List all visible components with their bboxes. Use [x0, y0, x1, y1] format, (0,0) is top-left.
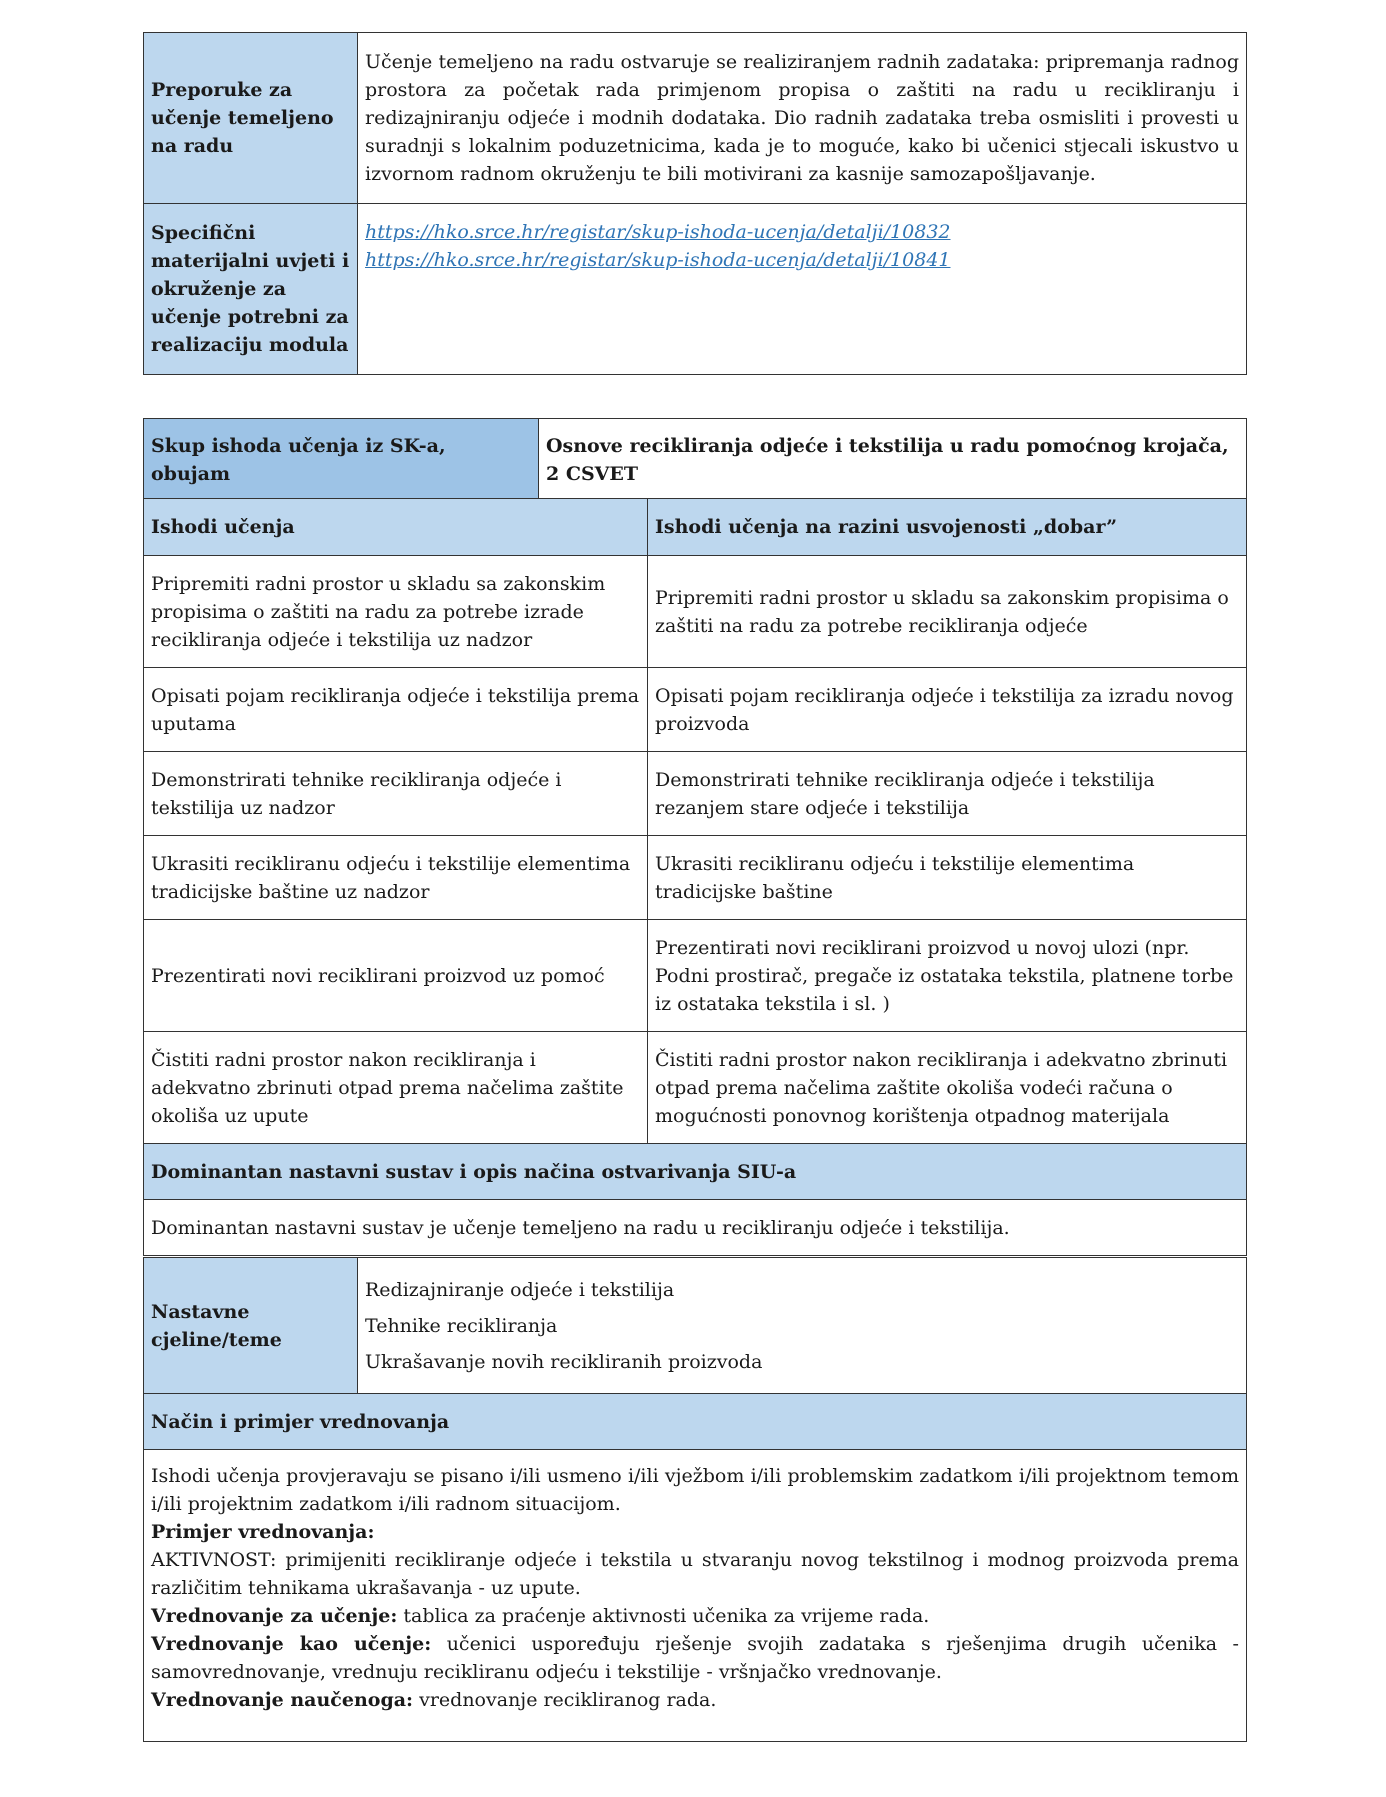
for-learning-label: Vrednovanje za učenje: [151, 1605, 398, 1627]
dominant-label: Dominantan nastavni sustav i opis načina ostvarivanja SIU-a [144, 1144, 1247, 1200]
siu-table [143, 418, 1247, 501]
register-link-10841[interactable]: https://hko.srce.hr/registar/skup-ishoda-ucenja/detalji/10841 [365, 249, 951, 271]
outcome-good: Čistiti radni prostor nakon recikliranja i adekvatno zbrinuti otpad prema načelima zaštite okoliša vodeći računa o mogućnosti ponovnog korištenja otpadnog materijala [648, 1032, 1247, 1144]
outcome: Demonstrirati tehnike recikliranja odjeće i tekstilija uz nadzor [144, 752, 648, 836]
outcome: Prezentirati novi reciklirani proizvod uz pomoć [144, 920, 648, 1032]
as-learning-text: učenici uspoređuju rješenje svojih zadataka s rješenjima drugih učenika - samovrednovanje, vrednuju recikliranu odjeću i tekstilije - vršnjačko vrednovanje. [151, 1633, 1239, 1683]
work-based-learning-table [143, 32, 1247, 375]
register-link-10832[interactable]: https://hko.srce.hr/registar/skup-ishoda-ucenja/detalji/10832 [365, 221, 951, 243]
topics-list [358, 1258, 1247, 1394]
outcome-row [144, 556, 1247, 668]
outcome-row [144, 1032, 1247, 1144]
outcome: Čistiti radni prostor nakon recikliranja i adekvatno zbrinuti otpad prema načelima zaštite okoliša uz upute [144, 1032, 648, 1144]
of-learning-text: vrednovanje recikliranog rada. [413, 1689, 717, 1711]
evaluation-example-label: Primjer vrednovanja: [151, 1521, 375, 1543]
as-learning-label: Vrednovanje kao učenje: [151, 1633, 432, 1655]
topic-item: Ukrašavanje novih recikliranih proizvoda [365, 1350, 763, 1373]
siu-label: Skup ishoda učenja iz SK-a, obujam [144, 419, 539, 501]
work-based-label: Preporuke za učenje temeljeno na radu [144, 33, 358, 204]
outcome-row [144, 920, 1247, 1032]
evaluation-for-learning [151, 1602, 1239, 1630]
dominant-text: Dominantan nastavni sustav je učenje temeljeno na radu u recikliranju odjeće i tekstilija. [144, 1200, 1247, 1256]
outcomes-good-col-header: Ishodi učenja na razini usvojenosti „dobar” [648, 499, 1247, 556]
evaluation-activity: AKTIVNOST: primijeniti recikliranje odjeće i tekstila u stvaranju novog tekstilnog i modnog proizvoda prema različitim tehnikama ukrašavanja - uz upute. [151, 1549, 1239, 1599]
outcome-good: Ukrasiti recikliranu odjeću i tekstilije elementima tradicijske baštine [648, 836, 1247, 920]
outcome-good: Pripremiti radni prostor u skladu sa zakonskim propisima o zaštiti na radu za potrebe recikliranja odjeće [648, 556, 1247, 668]
topics-label: Nastavne cjeline/teme [144, 1258, 358, 1394]
work-based-text: Učenje temeljeno na radu ostvaruje se realiziranjem radnih zadataka: pripremanja radnog prostora za početak rada primjenom propisa o zaštiti na radu u recikliranju i redizajniranju odjeće i modnih dodataka. Dio radnih zadataka treba osmisliti i provesti u suradnji s lokalnim poduzetnicima, kada je to moguće, kako bi učenici stjecali iskustvo u izvornom radnom okruženju te bili motivirani za kasnije samozapošljavanje. [358, 33, 1247, 204]
evaluation-label: Način i primjer vrednovanja [144, 1394, 1247, 1450]
outcome-good: Demonstrirati tehnike recikliranja odjeće i tekstilija rezanjem stare odjeće i tekstilija [648, 752, 1247, 836]
materials-links [358, 204, 1247, 375]
topic-item: Redizajniranje odjeće i tekstilija [365, 1278, 675, 1301]
outcomes-col-header: Ishodi učenja [144, 499, 648, 556]
outcome-row [144, 752, 1247, 836]
for-learning-text: tablica za praćenje aktivnosti učenika za vrijeme rada. [397, 1605, 930, 1627]
evaluation-of-learning [151, 1686, 1239, 1714]
evaluation-body [144, 1450, 1247, 1742]
materials-label: Specifični materijalni uvjeti i okruženje za učenje potrebni za realizaciju modula [144, 204, 358, 375]
outcome: Opisati pojam recikliranja odjeće i tekstilija prema uputama [144, 668, 648, 752]
evaluation-as-learning [151, 1630, 1239, 1686]
topic-item: Tehnike recikliranja [365, 1314, 558, 1337]
evaluation-intro: Ishodi učenja provjeravaju se pisano i/ili usmeno i/ili vježbom i/ili problemskim zadatkom i/ili projektnom temom i/ili projektnim zadatkom i/ili radnom situacijom. [151, 1465, 1239, 1515]
outcome-row [144, 668, 1247, 752]
outcome: Ukrasiti recikliranu odjeću i tekstilije elementima tradicijske baštine uz nadzor [144, 836, 648, 920]
of-learning-label: Vrednovanje naučenoga: [151, 1689, 414, 1711]
outcome-good: Opisati pojam recikliranja odjeće i tekstilija za izradu novog proizvoda [648, 668, 1247, 752]
outcome-good: Prezentirati novi reciklirani proizvod u novoj ulozi (npr. Podni prostirač, pregače iz ostataka tekstila, platnene torbe iz ostataka tekstila i sl. ) [648, 920, 1247, 1032]
siu-value: Osnove recikliranja odjeće i tekstilija u radu pomoćnog krojača, 2 CSVET [539, 419, 1247, 501]
topics-evaluation-table [143, 1257, 1247, 1742]
outcome: Pripremiti radni prostor u skladu sa zakonskim propisima o zaštiti na radu za potrebe izrade recikliranja odjeće i tekstilija uz nadzor [144, 556, 648, 668]
outcome-row [144, 836, 1247, 920]
outcomes-table [143, 498, 1247, 1256]
